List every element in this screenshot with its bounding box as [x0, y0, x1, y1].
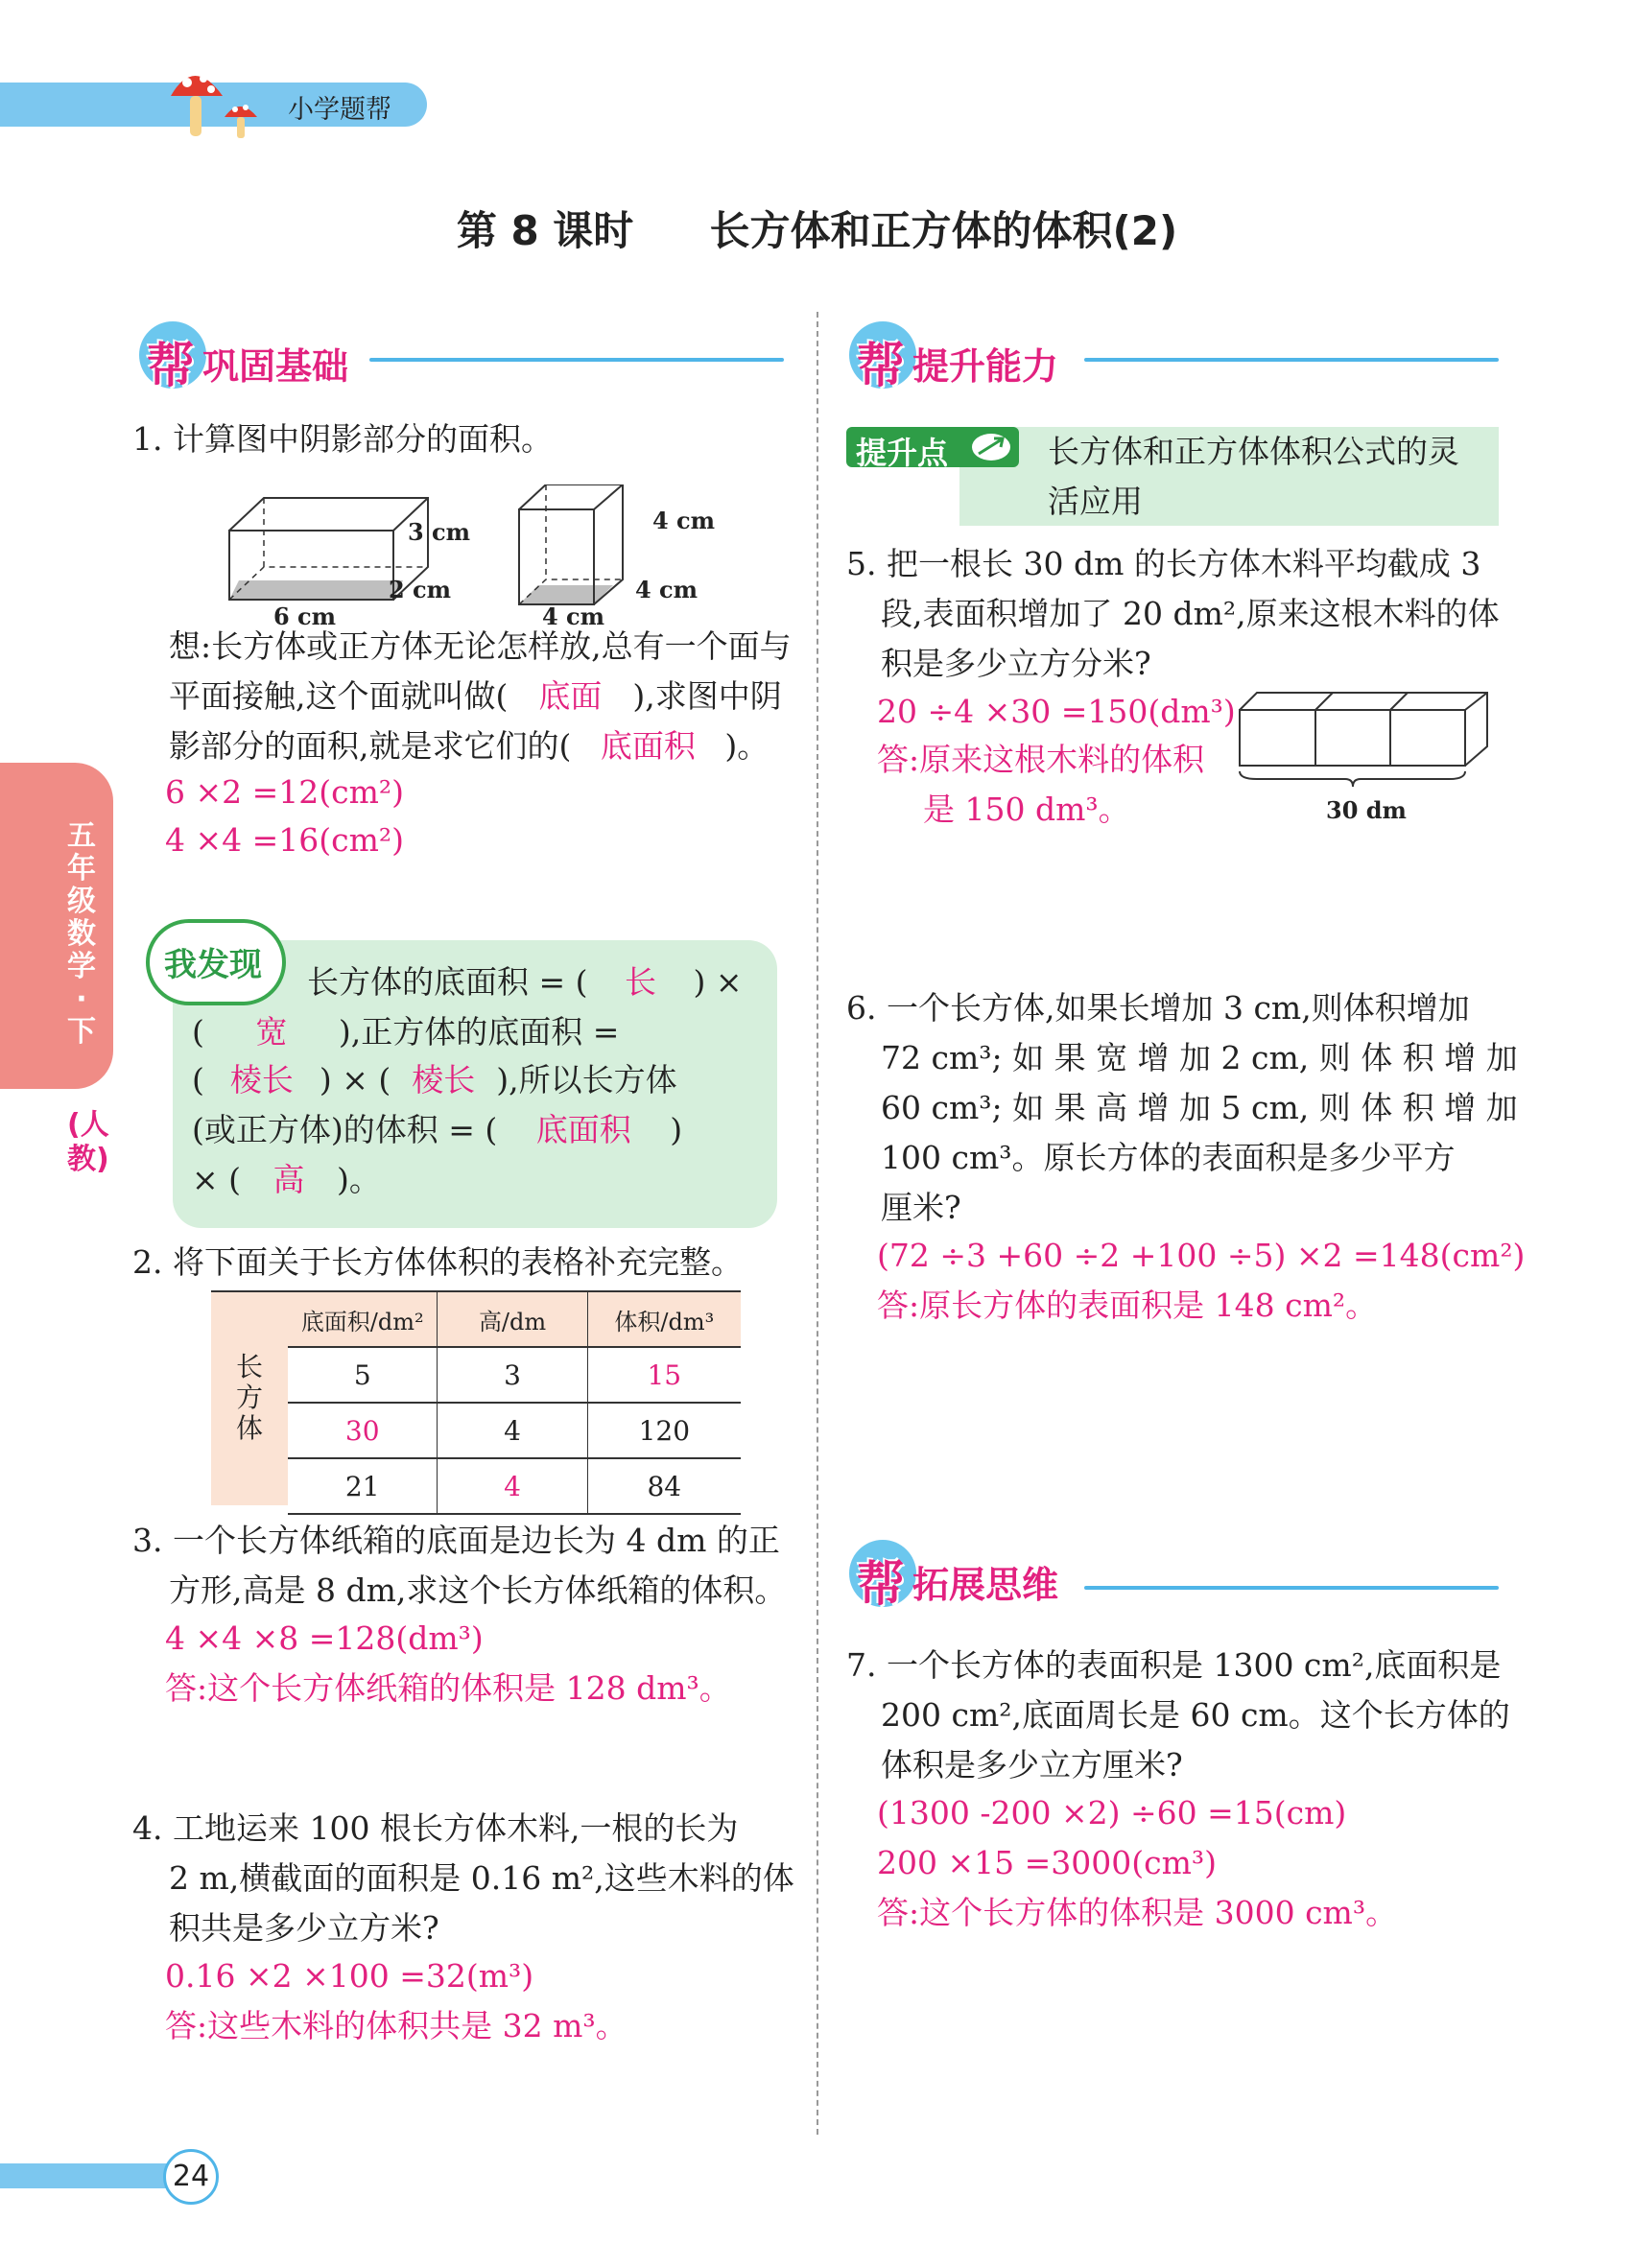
page-title: [0, 200, 1634, 257]
side-tab: [0, 763, 113, 1089]
q1-prompt: 1. 计算图中阴影部分的面积。: [132, 420, 553, 458]
q7-answer-1: (1300 -200 ×2) ÷60 =15(cm): [877, 1794, 1347, 1831]
q1-label-a-length: 6 cm: [273, 602, 337, 630]
q6-line3: 60 cm³; 如 果 高 增 加 5 cm, 则 体 积 增 加: [881, 1089, 1518, 1126]
q5-line2: 段,表面积增加了 20 dm²,原来这根木料的体: [881, 595, 1500, 632]
edition-label: (人教): [67, 1108, 109, 1176]
q1-label-b-height: 4 cm: [652, 507, 716, 534]
q1-label-a-width: 2 cm: [389, 576, 452, 603]
q2-table: [211, 1290, 741, 1515]
section-improve-line: [1084, 358, 1499, 362]
discovery-line5: × ( 高 )。: [192, 1161, 381, 1198]
q6-answer-2: 答:原长方体的表面积是 148 cm²。: [877, 1287, 1378, 1324]
q6-line5: 厘米?: [881, 1189, 961, 1226]
q2-cell-answer: 4: [438, 1458, 587, 1514]
focus-text-2: 活应用: [1048, 483, 1143, 520]
q2-cell: 120: [587, 1403, 741, 1458]
section-extend-title: 拓展思维: [912, 1564, 1059, 1606]
arrow-icon: [969, 431, 1013, 463]
discovery-badge: 我发现: [146, 919, 286, 1005]
q2-cell-answer: 30: [288, 1403, 438, 1458]
q6-line2: 72 cm³; 如 果 宽 增 加 2 cm, 则 体 积 增 加: [881, 1039, 1518, 1076]
q2-prompt: 2. 将下面关于长方体体积的表格补充完整。: [132, 1243, 743, 1281]
mushroom-icon: [163, 58, 278, 149]
q7-answer-2: 200 ×15 =3000(cm³): [877, 1844, 1217, 1881]
focus-text-1: 长方体和正方体体积公式的灵: [1048, 433, 1459, 470]
section-basic-title: 巩固基础: [202, 345, 349, 388]
q1-hint-line2: 平面接触,这个面就叫做( 底面 ),求图中阴: [169, 672, 782, 721]
page-number: 24: [163, 2149, 219, 2205]
grade-label: 五年级数学·下: [67, 819, 96, 1049]
q1-label-b-width: 4 cm: [635, 576, 699, 603]
q3-answer-2: 答:这个长方体纸箱的体积是 128 dm³。: [165, 1669, 731, 1707]
focus-tag: 提升点: [846, 427, 1019, 467]
q3-answer-1: 4 ×4 ×8 =128(dm³): [165, 1619, 484, 1657]
q5-answer-1: 20 ÷4 ×30 =150(dm³): [877, 693, 1236, 730]
q7-line1: 7. 一个长方体的表面积是 1300 cm²,底面积是: [846, 1646, 1502, 1684]
q2-header-volume: 体积/dm³: [587, 1292, 741, 1347]
q6-line4: 100 cm³。原长方体的表面积是多少平方: [881, 1139, 1456, 1176]
q5-answer-3: 是 150 dm³。: [923, 791, 1130, 828]
q6-line1: 6. 一个长方体,如果长增加 3 cm,则体积增加: [846, 989, 1470, 1027]
section-extend-line: [1084, 1586, 1499, 1590]
q5-line3: 积是多少立方分米?: [881, 645, 1151, 682]
q5-figure-label: 30 dm: [1326, 796, 1407, 824]
section-basic-line: [369, 358, 784, 362]
q2-cell: 21: [288, 1458, 438, 1514]
q4-line2: 2 m,横截面的面积是 0.16 m²,这些木料的体: [169, 1859, 794, 1897]
q2-cell-answer: 15: [587, 1347, 741, 1403]
q2-cell: 5: [288, 1347, 438, 1403]
q1-answer-2: 4 ×4 =16(cm²): [165, 821, 405, 859]
q5-wood-figure: [1238, 691, 1502, 796]
q2-cell: 4: [438, 1403, 587, 1458]
q1-blank-2: 底面积: [600, 727, 696, 765]
q7-line3: 体积是多少立方厘米?: [881, 1746, 1183, 1784]
q2-cell: 3: [438, 1347, 587, 1403]
q7-answer-3: 答:这个长方体的体积是 3000 cm³。: [877, 1894, 1398, 1931]
q2-header-height: 高/dm: [438, 1292, 587, 1347]
q6-answer-1: (72 ÷3 +60 ÷2 +100 ÷5) ×2 =148(cm²): [877, 1237, 1526, 1274]
q4-answer-2: 答:这些木料的体积共是 32 m³。: [165, 2007, 628, 2044]
lesson-label: 第 8 课时: [456, 207, 634, 254]
q5-answer-2: 答:原来这根木料的体积: [877, 741, 1205, 778]
q1-label-b-length: 4 cm: [542, 602, 605, 630]
q2-header-base: 底面积/dm²: [288, 1292, 438, 1347]
q2-row-label: 长方体: [211, 1292, 288, 1505]
q2-cell: 84: [587, 1458, 741, 1514]
discovery-line2: ( 宽 ),正方体的底面积 =: [192, 1013, 620, 1051]
section-improve: 帮 提升能力: [849, 321, 1137, 389]
q3-line2: 方形,高是 8 dm,求这个长方体纸箱的体积。: [169, 1571, 787, 1609]
brand-name: 小学题帮: [288, 95, 391, 125]
q1-answer-1: 6 ×2 =12(cm²): [165, 773, 405, 811]
lesson-title: 长方体和正方体的体积(2): [709, 207, 1178, 254]
section-extend: 帮 拓展思维: [849, 1540, 1137, 1607]
q5-line1: 5. 把一根长 30 dm 的长方体木料平均截成 3: [846, 545, 1481, 582]
q3-line1: 3. 一个长方体纸箱的底面是边长为 4 dm 的正: [132, 1522, 780, 1559]
q4-line3: 积共是多少立方米?: [169, 1909, 439, 1947]
q7-line2: 200 cm²,底面周长是 60 cm。这个长方体的: [881, 1696, 1510, 1734]
section-basic: 帮 巩固基础: [139, 321, 427, 389]
q4-answer-1: 0.16 ×2 ×100 =32(m³): [165, 1957, 534, 1995]
section-improve-title: 提升能力: [912, 345, 1059, 388]
discovery-line3: ( 棱长 ) × ( 棱长 ),所以长方体: [192, 1061, 677, 1099]
discovery-line1: 长方体的底面积 = ( 长 ) ×: [307, 963, 743, 1001]
q4-line1: 4. 工地运来 100 根长方体木料,一根的长为: [132, 1809, 739, 1847]
column-divider: [817, 312, 818, 2135]
discovery-line4: (或正方体)的体积 = ( 底面积 ): [192, 1111, 683, 1148]
q1-blank-1: 底面: [538, 677, 603, 715]
q1-hint-line3: 影部分的面积,就是求它们的( 底面积 )。: [169, 721, 769, 771]
q1-hint-line1: 想:长方体或正方体无论怎样放,总有一个面与: [169, 627, 792, 665]
q1-label-a-height: 3 cm: [408, 518, 471, 546]
